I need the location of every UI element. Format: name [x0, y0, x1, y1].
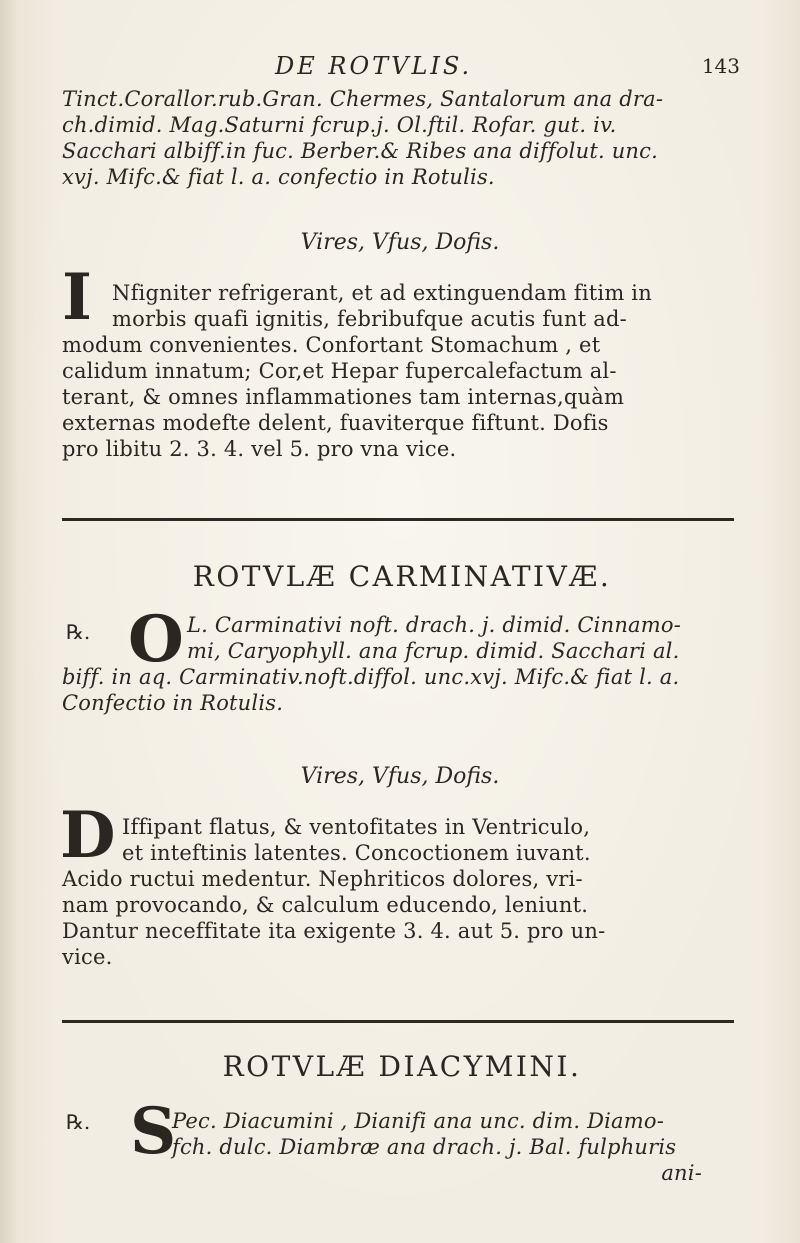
- recipe-carminativae: [62, 612, 742, 716]
- paragraph-line: Nfigniter refrigerant, et ad extinguendam fitim in: [112, 281, 652, 305]
- recipe-line: Confectio in Rotulis.: [62, 691, 284, 715]
- drop-cap-letter: D: [60, 798, 116, 873]
- paragraph-refrigerant: [62, 280, 742, 462]
- recipe-line: biff. in aq. Carminativ.noft.diffol. unc.xvj. Mifc.& fiat l. a.: [62, 665, 680, 689]
- recipe-line: mi, Caryophyll. ana fcrup. dimid. Sacchari al.: [187, 639, 680, 663]
- paragraph-line: Iffipant flatus, & ventofitates in Ventriculo,: [122, 815, 591, 839]
- recipe-symbol: ℞.: [66, 620, 91, 644]
- drop-cap-letter: S: [130, 1094, 177, 1169]
- running-head-title: DE ROTVLIS.: [275, 52, 473, 80]
- recipe-line: fch. dulc. Diambræ ana drach. j. Bal. fulphuris: [172, 1135, 677, 1159]
- paragraph-line: Acido ructui medentur. Nephriticos dolores, vri-: [62, 867, 583, 891]
- section-title-diacymini: ROTVLÆ DIACYMINI.: [222, 1050, 582, 1083]
- recipe-line-catchword: ani-: [661, 1161, 702, 1185]
- drop-cap-letter: I: [62, 260, 92, 335]
- recipe-line: Sacchari albiff.in fuc. Berber.& Ribes ana diffolut. unc.: [62, 139, 658, 163]
- recipe-line: Pec. Diacumini , Dianifi ana unc. dim. Diamo-: [172, 1109, 665, 1133]
- paragraph-line: Dantur neceffitate ita exigente 3. 4. aut 5. pro un-: [62, 919, 606, 943]
- subheading-vires-1: Vires, Vfus, Dofis.: [300, 230, 500, 255]
- paragraph-line: pro libitu 2. 3. 4. vel 5. pro vna vice.: [62, 437, 457, 461]
- section-divider: [62, 1020, 734, 1023]
- recipe-line: ch.dimid. Mag.Saturni fcrup.j. Ol.ftil. Rofar. gut. iv.: [62, 113, 617, 137]
- drop-cap-letter: O: [128, 602, 184, 677]
- section-divider: [62, 518, 734, 521]
- page-number: 143: [701, 54, 740, 78]
- paragraph-dissipant: [62, 814, 742, 970]
- recipe-line: Tinct.Corallor.rub.Gran. Chermes, Santalorum ana dra-: [62, 87, 664, 111]
- paragraph-line: nam provocando, & calculum educendo, leniunt.: [62, 893, 589, 917]
- paragraph-line: calidum innatum; Cor,et Hepar fupercalefactum al-: [62, 359, 617, 383]
- recipe-line: L. Carminativi noft. drach. j. dimid. Cinnamo-: [187, 613, 682, 637]
- paragraph-line: externas modefte delent, fuaviterque fiftunt. Dofis: [62, 411, 609, 435]
- paragraph-line: modum convenientes. Confortant Stomachum , et: [62, 333, 601, 357]
- section-title-carminativae: ROTVLÆ CARMINATIVÆ.: [192, 560, 612, 593]
- paragraph-line: et inteftinis latentes. Concoctionem iuvant.: [122, 841, 591, 865]
- recipe-diacymini: [62, 1108, 742, 1186]
- recipe-line: xvj. Mifc.& fiat l. a. confectio in Rotulis.: [62, 165, 495, 189]
- paragraph-line: terant, & omnes inflammationes tam internas,quàm: [62, 385, 625, 409]
- paragraph-line: vice.: [62, 945, 113, 969]
- paragraph-line: morbis quafi ignitis, febribufque acutis funt ad-: [112, 307, 627, 331]
- recipe-symbol: ℞.: [66, 1110, 91, 1134]
- subheading-vires-2: Vires, Vfus, Dofis.: [300, 764, 500, 789]
- recipe-continuation: [62, 86, 742, 190]
- running-head: [60, 52, 740, 82]
